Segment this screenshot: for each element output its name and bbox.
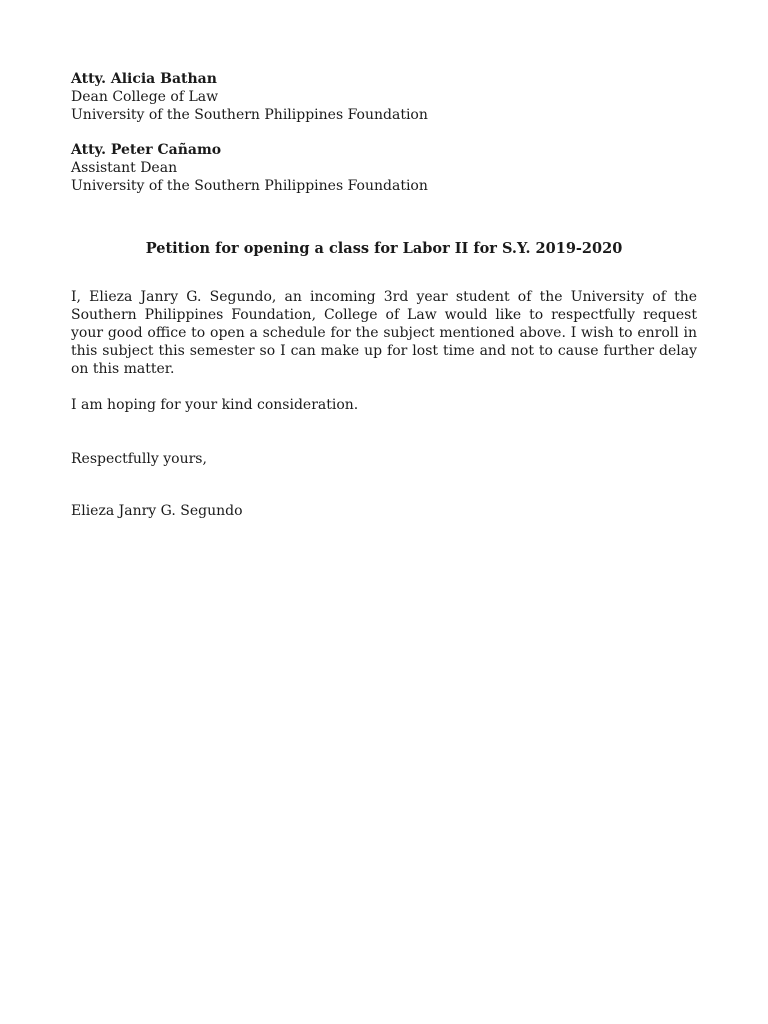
recipient-block-assistant-dean xyxy=(71,141,697,195)
recipient-title: Dean College of Law xyxy=(71,89,219,105)
letter-subject: Petition for opening a class for Labor II for S.Y. 2019-2020 xyxy=(145,240,623,257)
letter-signature: Elieza Janry G. Segundo xyxy=(71,503,243,519)
letter-closing: Respectfully yours, xyxy=(71,451,207,467)
recipient-institution: University of the Southern Philippines Foundation xyxy=(71,107,428,123)
recipient-title: Assistant Dean xyxy=(71,160,178,176)
letter-hope-line: I am hoping for your kind consideration. xyxy=(71,397,359,413)
letter-body: I, Elieza Janry G. Segundo, an incoming 3rd year student of the University of the Southern Philippines Foundation, College of Law would like to respectfully request your good office to open a schedule for the subject mentioned above. I wish to enroll in this subject this semester so I can make up for lost time and not to cause further delay on this matter. xyxy=(71,289,697,377)
recipient-block-dean xyxy=(71,70,697,124)
recipient-name: Atty. Peter Cañamo xyxy=(71,142,222,158)
letter-page xyxy=(71,70,697,520)
recipient-name: Atty. Alicia Bathan xyxy=(71,71,217,87)
recipient-institution: University of the Southern Philippines Foundation xyxy=(71,178,428,194)
